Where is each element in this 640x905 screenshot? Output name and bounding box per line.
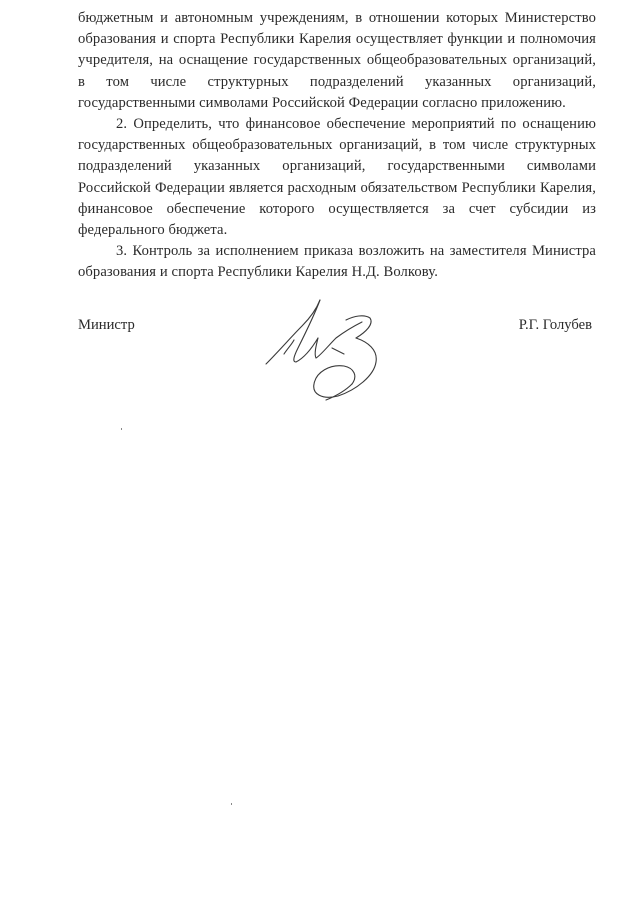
paragraph-2: 2. Определить, что финансовое обеспечение мероприятий по оснащению государственных общеобразовательных организаций, в том числе структурных подразделений указанных организаций, государственными символами Российской Федерации является расходным обязательством Республики Карелия, финансовое обеспечение которого осуществляется за счет субсидии из федерального бюджета.: [78, 116, 596, 239]
handwritten-signature: [258, 292, 388, 410]
scan-speck: [231, 803, 232, 805]
paragraph-continuation: бюджетным и автономным учреждениям, в отношении которых Министерство образования и спорта Республики Карелия осуществляет функции и полномочия учредителя, на оснащение государственных общеобразовательных организаций, в том числе структурных подразделений указанных организаций, государственными символами Российской Федерации согласно приложению.: [78, 10, 596, 111]
document-body: [78, 8, 596, 284]
paragraph-3: 3. Контроль за исполнением приказа возложить на заместителя Министра образования и спорта Республики Карелия Н.Д. Волкову.: [78, 243, 596, 281]
signatory-title: Министр: [78, 317, 135, 333]
signatory-name: Р.Г. Голубев: [518, 317, 592, 333]
scan-speck: [121, 428, 122, 430]
